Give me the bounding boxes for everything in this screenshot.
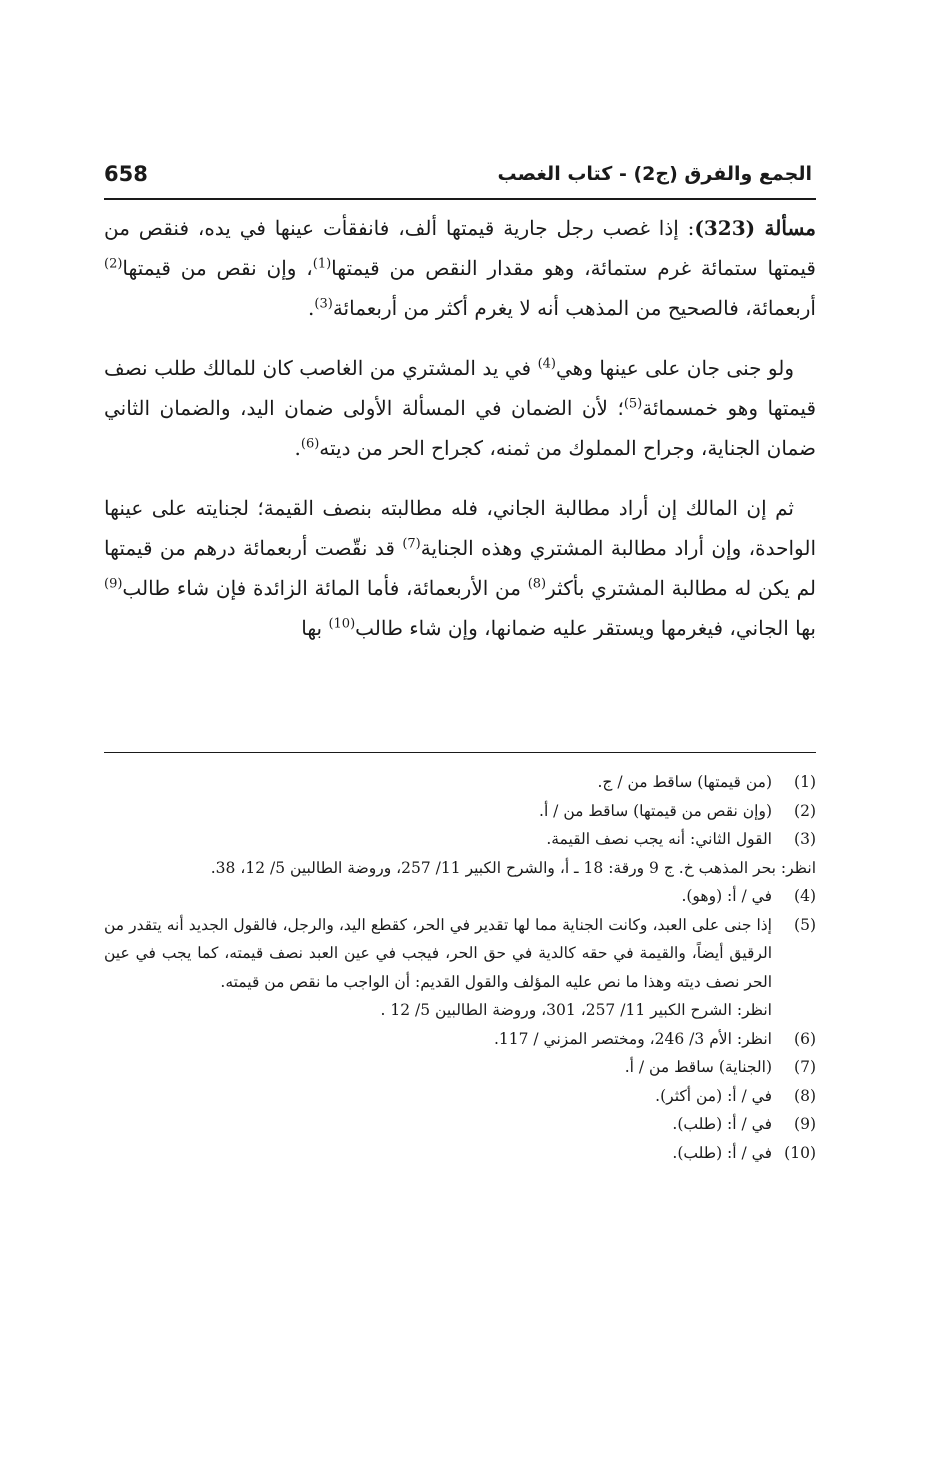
footnote-text: في / أ: (طلب).: [672, 1115, 772, 1133]
footnote-ref: (1): [312, 256, 332, 272]
footnote-item: [104, 797, 816, 826]
footnote-ref: (8): [527, 576, 547, 592]
footnote-ref: (2): [104, 256, 123, 272]
footnote-item: [104, 768, 816, 797]
main-text: [104, 208, 816, 668]
page-header: [104, 152, 812, 196]
footnote-text: في / أ: (وهو).: [681, 887, 772, 905]
footnote-text: انظر: الأم 3/ 246، ومختصر المزني / 117.: [493, 1029, 772, 1048]
footnote-ref: (7): [402, 536, 421, 552]
issue-heading: مسألة (323): [694, 216, 817, 240]
paragraph-3: ثم إن المالك إن أراد مطالبة الجاني، فله مطالبته بنصف القيمة؛ لجنايته على عينها الواحدة، وإن أراد مطالبة المشتري وهذه الجناية$^{(7)}$ قد نقّصت أربعمائة درهم من قيمتها لم يكن له مطالبة المشتري بأكثر$^{(8)}$ من الأربعمائة، فأما المائة الزائدة فإن شاء طالب$^{(9)}$ بها الجاني، فيغرمها ويستقر عليه ضمانها، وإن شاء طالب$^{(10)}$ بها: [104, 496, 817, 640]
footnote-item: [104, 1053, 816, 1082]
footnote-ref: (5): [623, 396, 643, 412]
paragraph-2: ولو جنى جان على عينها وهي$^{(4)}$ في يد المشتري من الغاصب كان للمالك طلب نصف قيمتها وهو خمسمائة$^{(5)}$؛ لأن الضمان في المسألة الأولى ضمان اليد، والضمان الثاني ضمان الجناية، وجراح المملوك من ثمنه، كجراح الحر من ديته$^{(6)}$.: [104, 356, 816, 460]
footnote-item: [104, 911, 816, 1025]
footnote-number: (8): [794, 1086, 816, 1105]
footnote-ref: (10): [328, 616, 356, 632]
footnote-text: في / أ: (من أكثر).: [655, 1086, 772, 1105]
footnote-ref: (4): [537, 356, 556, 372]
footnote-item: [104, 1025, 816, 1054]
footnote-number: (7): [794, 1058, 816, 1076]
footnote-text: (وإن نقص من قيمتها) ساقط من / أ.: [539, 801, 772, 820]
footnote-number: (4): [794, 887, 816, 905]
footnote-source: انظر: الشرح الكبير 11/ 257، 301، وروضة الطالبين 5/ 12 .: [380, 1001, 772, 1019]
footnote-rule: [104, 752, 816, 753]
footnote-ref: (6): [300, 436, 320, 452]
footnote-number: (10): [784, 1143, 816, 1162]
footnote-number: (1): [794, 773, 816, 791]
footnote-text: في / أ: (طلب).: [672, 1143, 772, 1162]
footnote-number: (3): [794, 830, 816, 848]
footnote-continuation: انظر: بحر المذهب خ. ج 9 ورقة: 18 ـ أ، والشرح الكبير 11/ 257، وروضة الطالبين 5/ 12، 38.: [210, 858, 816, 877]
footnote-number: (2): [794, 801, 816, 820]
footnote-ref: (9): [104, 576, 123, 592]
footnotes: [104, 768, 816, 1167]
footnote-text: إذا جنى على العبد، وكانت الجناية مما لها تقدير في الحر، كقطع اليد، والرجل، فالقول الجديد أنه يتقدر من الرقيق أيضاً، والقيمة في حقه كالدية في حق الحر، فيجب في عين العبد نصف قيمته، كما يجب في عين الحر نصف ديته وهذا ما نص عليه المؤلف والقول القديم: أن الواجب ما نقص من قيمته.: [104, 915, 772, 991]
footnote-number: (9): [794, 1115, 816, 1133]
footnote-item: [104, 1139, 816, 1168]
footnote-number: (5): [794, 915, 816, 934]
running-title: الجمع والفرق (ج2) - كتاب الغصب: [497, 163, 812, 185]
footnote-ref: (3): [314, 296, 333, 312]
footnote-text: القول الثاني: أنه يجب نصف القيمة.: [546, 830, 772, 848]
footnote-item: [104, 825, 816, 854]
footnote-number: (6): [794, 1029, 816, 1048]
paragraph-1: مسألة (323): إذا غصب رجل جارية قيمتها ألف، فانفقأت عينها في يده، فنقص من قيمتها ستمائة غرم ستمائة، وهو مقدار النقص من قيمتها$^{(1)}$، وإن نقص من قيمتها$^{(2)}$ أربعمائة، فالصحيح من المذهب أنه لا يغرم أكثر من أربعمائة$^{(3)}$.: [104, 216, 817, 320]
footnote-item: [104, 1110, 816, 1139]
footnote-item: [104, 882, 816, 911]
footnote-text: (من قيمتها) ساقط من / ج.: [597, 773, 772, 791]
footnote-item: [104, 1082, 816, 1111]
page-number: 658: [104, 162, 148, 186]
footnote-text: (الجناية) ساقط من / أ.: [624, 1058, 772, 1076]
header-rule: [104, 198, 816, 200]
